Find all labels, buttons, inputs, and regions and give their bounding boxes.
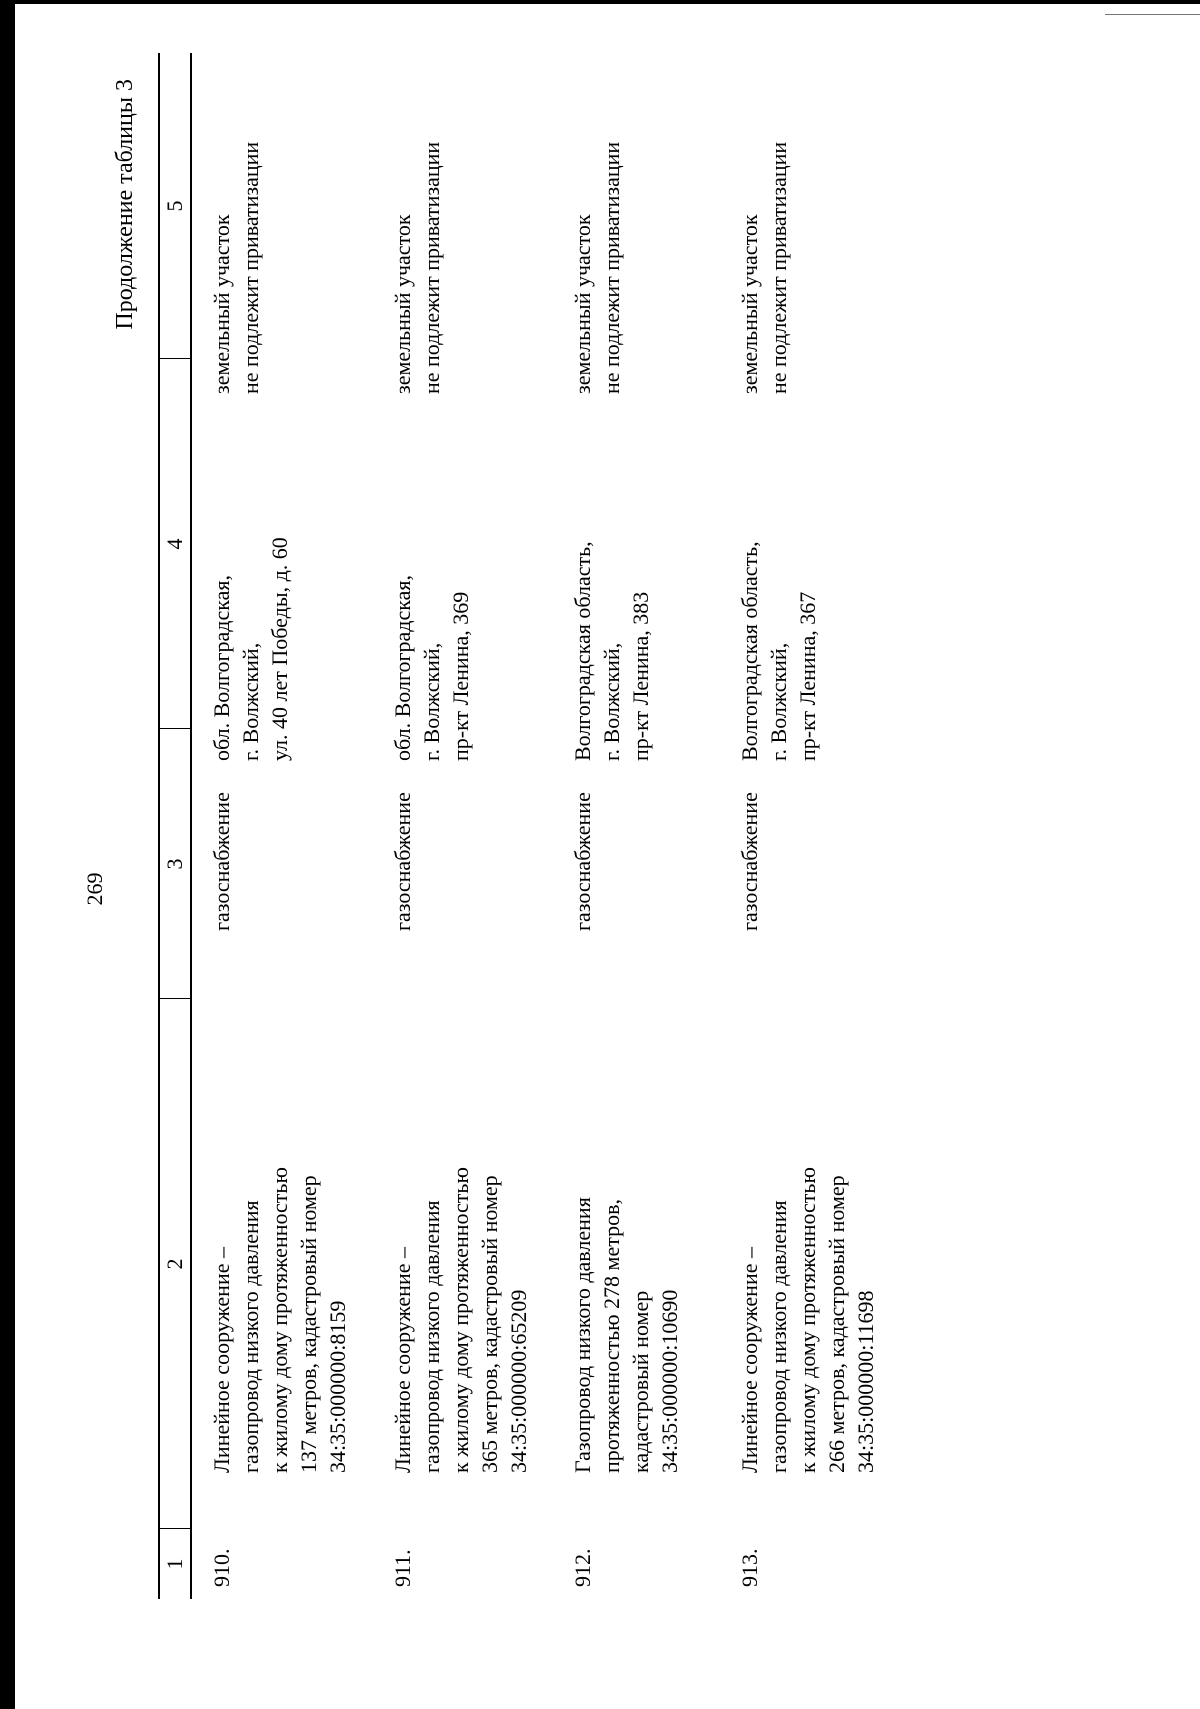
description-line: к жилому дому протяженностью: [795, 1167, 820, 1473]
header-col-4: 4: [162, 538, 187, 550]
description-line: 34:35:000000:8159: [325, 1300, 350, 1473]
purpose: газоснабжение: [209, 792, 234, 931]
address-line: г. Волжский,: [766, 642, 791, 761]
page-number: 269: [82, 872, 107, 906]
header-col-1: 1: [162, 1558, 187, 1570]
description-line: 266 метров, кадастровый номер: [824, 1175, 849, 1473]
header-col-2: 2: [162, 1258, 187, 1270]
description-line: 34:35:000000:65209: [506, 1289, 531, 1473]
purpose: газоснабжение: [737, 792, 762, 931]
note-line: не подлежит приватизации: [766, 141, 791, 394]
description-line: 137 метров, кадастровый номер: [296, 1175, 321, 1473]
note-line: не подлежит приватизации: [419, 141, 444, 394]
row-number: 913.: [737, 1548, 762, 1587]
note-line: земельный участок: [737, 214, 762, 394]
header-col-5: 5: [162, 200, 187, 212]
address: [207, 431, 294, 761]
address-line: г. Волжский,: [419, 642, 444, 761]
note: [207, 64, 265, 394]
note-line: земельный участок: [390, 214, 415, 394]
table-continuation-title: Продолжение таблицы 3: [112, 79, 138, 330]
object-description: [735, 1113, 880, 1473]
row-number: 912.: [570, 1548, 595, 1587]
address: [388, 431, 475, 761]
address-line: пр-кт Ленина, 369: [448, 591, 473, 761]
address-line: обл. Волгоградская,: [209, 575, 234, 761]
description-line: 34:35:000000:11698: [853, 1290, 878, 1473]
address-line: г. Волжский,: [238, 642, 263, 761]
description-line: Линейное сооружение –: [209, 1247, 234, 1473]
description-line: к жилому дому протяженностью: [448, 1167, 473, 1473]
address: [568, 431, 655, 761]
description-line: газопровод низкого давления: [238, 1200, 263, 1473]
description-line: к жилому дому протяженностью: [267, 1167, 292, 1473]
note-line: земельный участок: [209, 214, 234, 394]
note-line: земельный участок: [570, 214, 595, 394]
note: [568, 64, 626, 394]
description-line: кадастровый номер: [628, 1290, 653, 1473]
object-description: [568, 1113, 684, 1473]
address-line: Волгоградская область,: [737, 541, 762, 761]
header-col-3: 3: [162, 858, 187, 870]
note-line: не подлежит приватизации: [599, 141, 624, 394]
address: [735, 431, 822, 761]
address-line: ул. 40 лет Победы, д. 60: [267, 537, 292, 761]
note-line: не подлежит приватизации: [238, 141, 263, 394]
description-line: газопровод низкого давления: [766, 1200, 791, 1473]
description-line: 365 метров, кадастровый номер: [477, 1175, 502, 1473]
purpose: газоснабжение: [390, 792, 415, 931]
description-line: Линейное сооружение –: [737, 1247, 762, 1473]
note: [388, 64, 446, 394]
description-line: протяженностью 278 метров,: [599, 1198, 624, 1473]
address-line: обл. Волгоградская,: [390, 575, 415, 761]
description-line: Газопровод низкого давления: [570, 1197, 595, 1473]
address-line: г. Волжский,: [599, 642, 624, 761]
row-number: 910.: [209, 1548, 234, 1587]
object-description: [388, 1113, 533, 1473]
object-description: [207, 1113, 352, 1473]
address-line: пр-кт Ленина, 383: [628, 591, 653, 761]
table-header: [158, 53, 192, 1599]
row-number: 911.: [390, 1549, 415, 1587]
description-line: Линейное сооружение –: [390, 1247, 415, 1473]
address-line: Волгоградская область,: [570, 541, 595, 761]
description-line: газопровод низкого давления: [419, 1200, 444, 1473]
purpose: газоснабжение: [570, 792, 595, 931]
address-line: пр-кт Ленина, 367: [795, 591, 820, 761]
note: [735, 64, 793, 394]
description-line: 34:35:000000:10690: [657, 1289, 682, 1473]
